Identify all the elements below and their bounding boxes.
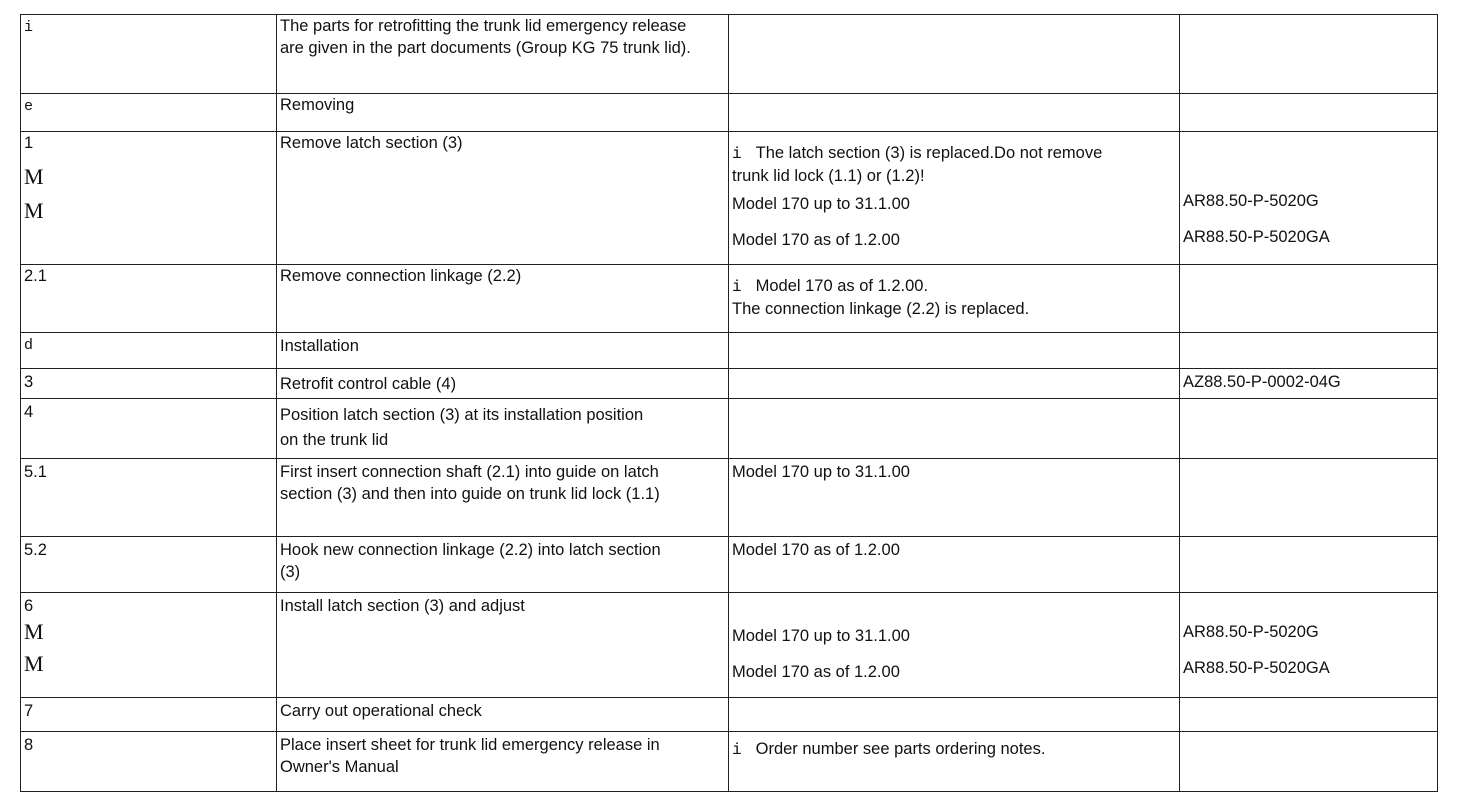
step-text: Hook new connection linkage (2.2) into latch section (3) (280, 541, 661, 581)
note-body: The connection linkage (2.2) is replaced. (732, 300, 1030, 318)
note-body: Order number see parts ordering notes. (755, 740, 1046, 758)
note-text (732, 275, 1176, 298)
step-number: 5.1 (24, 463, 47, 481)
table-row (21, 399, 1438, 459)
step-number: 4 (24, 403, 34, 421)
note-body: The latch section (3) is replaced.Do not remove trunk lid lock (1.1) or (1.2)! (732, 144, 1103, 185)
workshop-manual-icon: M (24, 198, 44, 223)
table-row (21, 698, 1438, 732)
doc-reference-link[interactable]: AR88.50-P-5020G (1183, 623, 1319, 641)
info-icon: i (732, 741, 742, 759)
doc-reference-link[interactable]: AR88.50-P-5020G (1183, 192, 1319, 210)
info-icon: i (732, 145, 742, 163)
table-row (21, 537, 1438, 593)
step-number: 6 (24, 597, 34, 615)
doc-reference-link[interactable]: AR88.50-P-5020GA (1183, 659, 1330, 677)
info-icon: i (24, 19, 34, 36)
section-heading: Installation (280, 337, 359, 355)
model-condition: Model 170 up to 31.1.00 (732, 463, 910, 481)
step-text: Position latch section (3) at its installation position on the trunk lid (280, 406, 644, 449)
model-condition: Model 170 as of 1.2.00 (732, 663, 900, 681)
table-row (21, 15, 1438, 94)
table-row (21, 732, 1438, 792)
step-text: Remove latch section (3) (280, 134, 463, 152)
step-text: Place insert sheet for trunk lid emergency release in Owner's Manual (280, 736, 660, 776)
table-row (21, 132, 1438, 265)
doc-reference-link[interactable]: AZ88.50-P-0002-04G (1183, 373, 1341, 391)
model-condition: Model 170 as of 1.2.00 (732, 541, 900, 559)
step-text: The parts for retrofitting the trunk lid emergency release are given in the part documents (Group KG 75 trunk lid). (280, 17, 691, 57)
section-heading: Removing (280, 96, 355, 114)
step-number: 8 (24, 736, 34, 754)
workshop-manual-icon: M (24, 651, 44, 676)
info-icon: i (732, 278, 742, 296)
step-text: Retrofit control cable (4) (280, 375, 457, 393)
step-number: 1 (24, 134, 34, 152)
step-number: 7 (24, 702, 34, 720)
model-condition: Model 170 up to 31.1.00 (732, 627, 910, 645)
table-row (21, 265, 1438, 333)
step-text: Carry out operational check (280, 702, 482, 720)
table-row (21, 94, 1438, 132)
installation-icon: d (24, 337, 34, 354)
step-number: 5.2 (24, 541, 47, 559)
step-number: 3 (24, 373, 34, 391)
note-body: Model 170 as of 1.2.00. (755, 277, 929, 295)
table-row (21, 369, 1438, 399)
procedure-table (20, 14, 1438, 792)
table-row (21, 333, 1438, 369)
step-text: Remove connection linkage (2.2) (280, 267, 522, 285)
model-condition: Model 170 up to 31.1.00 (732, 195, 910, 213)
table-row (21, 459, 1438, 537)
model-condition: Model 170 as of 1.2.00 (732, 231, 900, 249)
note-text (732, 142, 1132, 187)
note-text (732, 740, 1045, 758)
workshop-manual-icon: M (24, 164, 44, 189)
doc-reference-link[interactable]: AR88.50-P-5020GA (1183, 228, 1330, 246)
step-text: Install latch section (3) and adjust (280, 597, 525, 615)
step-text: First insert connection shaft (2.1) into guide on latch section (3) and then into guide on trunk lid lock (1.1) (280, 463, 660, 503)
workshop-manual-icon: M (24, 619, 44, 644)
step-number: 2.1 (24, 267, 47, 285)
table-row (21, 593, 1438, 698)
removal-icon: e (24, 98, 34, 115)
